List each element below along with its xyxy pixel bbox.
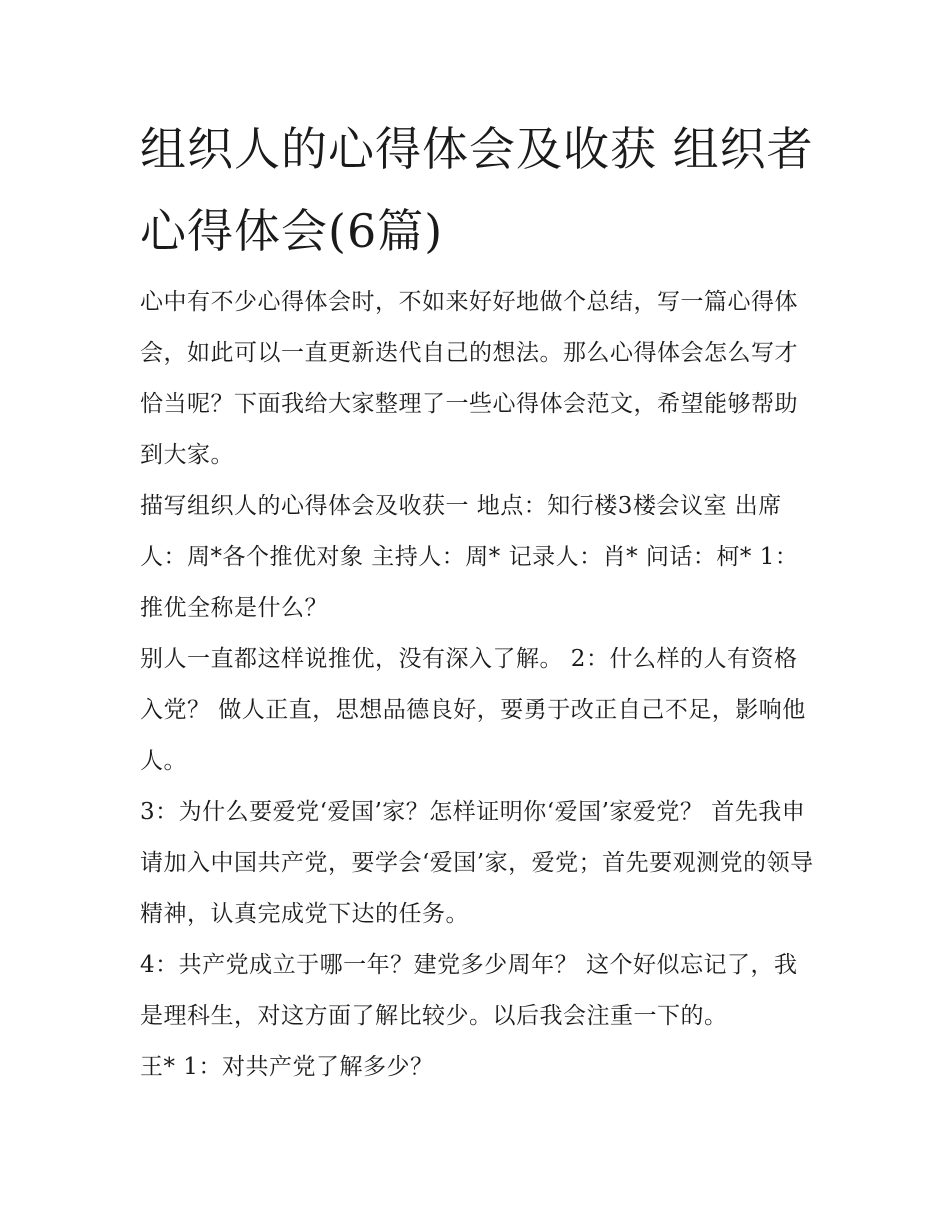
document-body bbox=[140, 277, 820, 1093]
answer-paragraph-1: 别人一直都这样说推优，没有深入了解。 2：什么样的人有资格入党？ 做人正直，思想品德良好，要勇于改正自己不足，影响他人。 bbox=[140, 646, 806, 774]
answer-paragraph-3: 4：共产党成立于哪一年？建党多少周年？ 这个好似忘记了，我是理科生，对这方面了解比较少。以后我会注重一下的。 bbox=[140, 952, 798, 1029]
meeting-info-paragraph: 描写组织人的心得体会及收获一 地点：知行楼3楼会议室 出席人：周*各个推优对象 主持人：周* 记录人：肖* 问话：柯* 1：推优全称是什么？ bbox=[140, 493, 799, 621]
document-title: 组织人的心得体会及收获 组织者心得体会(6篇) bbox=[140, 122, 814, 258]
answer-paragraph-2: 3：为什么要爱党‘爱国’家？怎样证明你‘爱国’家爱党？ 首先我申请加入中国共产党，要学会‘爱国’家，爱党；首先要观测党的领导精神，认真完成党下达的任务。 bbox=[140, 799, 814, 927]
intro-paragraph: 心中有不少心得体会时，不如来好好地做个总结，写一篇心得体会，如此可以一直更新迭代自己的想法。那么心得体会怎么写才恰当呢？下面我给大家整理了一些心得体会范文，希望能够帮助到大家。 bbox=[140, 289, 798, 468]
question-paragraph: 王* 1：对共产党了解多少？ bbox=[140, 1054, 434, 1080]
